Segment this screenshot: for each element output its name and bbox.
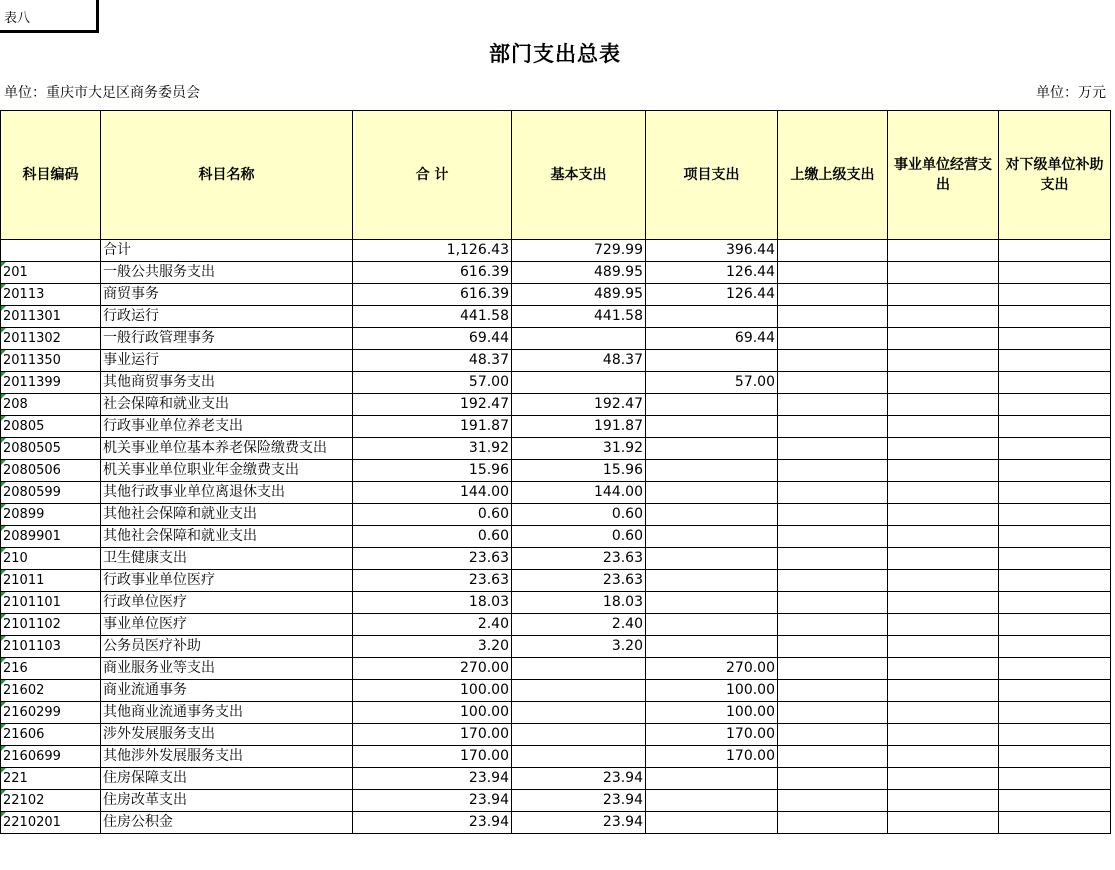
subject-name-cell[interactable]: 行政事业单位养老支出: [101, 416, 353, 438]
amount-cell[interactable]: [778, 702, 888, 724]
amount-cell[interactable]: [646, 592, 778, 614]
amount-cell[interactable]: 31.92: [512, 438, 646, 460]
amount-cell[interactable]: 23.63: [512, 570, 646, 592]
subject-name-cell[interactable]: 一般行政管理事务: [101, 328, 353, 350]
amount-cell[interactable]: 48.37: [353, 350, 512, 372]
amount-cell[interactable]: [888, 636, 999, 658]
text-number-marker-icon: [1, 592, 6, 597]
amount-cell[interactable]: 69.44: [646, 328, 778, 350]
table-row: [1, 372, 1111, 394]
text-number-marker-icon: [1, 702, 6, 707]
amount-cell[interactable]: [999, 240, 1111, 262]
subject-name-cell[interactable]: 一般公共服务支出: [101, 262, 353, 284]
subject-name-cell[interactable]: 卫生健康支出: [101, 548, 353, 570]
amount-cell[interactable]: 170.00: [646, 746, 778, 768]
subject-code-cell[interactable]: 21011: [1, 570, 101, 592]
table-row: [1, 768, 1111, 790]
amount-cell[interactable]: [888, 812, 999, 834]
amount-cell[interactable]: 489.95: [512, 262, 646, 284]
amount-cell[interactable]: 729.99: [512, 240, 646, 262]
amount-cell[interactable]: 15.96: [353, 460, 512, 482]
amount-cell[interactable]: [999, 790, 1111, 812]
amount-cell[interactable]: [999, 812, 1111, 834]
amount-cell[interactable]: [512, 724, 646, 746]
subject-name-cell[interactable]: 商业流通事务: [101, 680, 353, 702]
amount-cell[interactable]: 23.94: [353, 768, 512, 790]
unit-currency: 单位：万元: [1036, 85, 1106, 101]
amount-cell[interactable]: [646, 504, 778, 526]
amount-cell[interactable]: [888, 504, 999, 526]
amount-cell[interactable]: [999, 504, 1111, 526]
amount-cell[interactable]: [778, 812, 888, 834]
subject-code-cell[interactable]: 21602: [1, 680, 101, 702]
text-number-marker-icon: [1, 790, 6, 795]
table-row: [1, 724, 1111, 746]
amount-cell[interactable]: [646, 438, 778, 460]
subject-name-cell[interactable]: 公务员医疗补助: [101, 636, 353, 658]
amount-cell[interactable]: 100.00: [646, 680, 778, 702]
amount-cell[interactable]: [999, 746, 1111, 768]
amount-cell[interactable]: [646, 570, 778, 592]
amount-cell[interactable]: [999, 460, 1111, 482]
amount-cell[interactable]: [512, 680, 646, 702]
table-row: [1, 680, 1111, 702]
amount-cell[interactable]: 100.00: [646, 702, 778, 724]
amount-cell[interactable]: [888, 262, 999, 284]
text-number-marker-icon: [1, 570, 6, 575]
amount-cell[interactable]: [888, 306, 999, 328]
table-row: [1, 306, 1111, 328]
amount-cell[interactable]: 18.03: [353, 592, 512, 614]
amount-cell[interactable]: [888, 790, 999, 812]
amount-cell[interactable]: 2.40: [353, 614, 512, 636]
table-row: [1, 526, 1111, 548]
amount-cell[interactable]: [999, 526, 1111, 548]
subject-name-cell[interactable]: 机关事业单位基本养老保险缴费支出: [101, 438, 353, 460]
amount-cell[interactable]: [778, 306, 888, 328]
amount-cell[interactable]: 170.00: [353, 724, 512, 746]
amount-cell[interactable]: [999, 372, 1111, 394]
subject-code-cell[interactable]: 2101101: [1, 592, 101, 614]
amount-cell[interactable]: [999, 306, 1111, 328]
amount-cell[interactable]: [646, 482, 778, 504]
amount-cell[interactable]: [646, 790, 778, 812]
header-cell[interactable]: 项目支出: [646, 111, 778, 240]
amount-cell[interactable]: [999, 614, 1111, 636]
subject-name-cell[interactable]: 其他涉外发展服务支出: [101, 746, 353, 768]
table-row: [1, 702, 1111, 724]
amount-cell[interactable]: 396.44: [646, 240, 778, 262]
amount-cell[interactable]: [646, 350, 778, 372]
text-number-marker-icon: [1, 416, 6, 421]
amount-cell[interactable]: 144.00: [353, 482, 512, 504]
amount-cell[interactable]: [888, 548, 999, 570]
amount-cell[interactable]: [778, 482, 888, 504]
table-row: [1, 658, 1111, 680]
subject-code-cell[interactable]: 2160299: [1, 702, 101, 724]
amount-cell[interactable]: 100.00: [353, 702, 512, 724]
amount-cell[interactable]: 192.47: [353, 394, 512, 416]
table-row: [1, 812, 1111, 834]
amount-cell[interactable]: [999, 548, 1111, 570]
amount-cell[interactable]: 144.00: [512, 482, 646, 504]
amount-cell[interactable]: [999, 438, 1111, 460]
amount-cell[interactable]: [999, 328, 1111, 350]
header-row: [1, 111, 1111, 240]
amount-cell[interactable]: 1,126.43: [353, 240, 512, 262]
amount-cell[interactable]: [888, 350, 999, 372]
amount-cell[interactable]: [778, 284, 888, 306]
amount-cell[interactable]: [888, 658, 999, 680]
amount-cell[interactable]: [646, 306, 778, 328]
header-cell[interactable]: 科目编码: [1, 111, 101, 240]
subject-name-cell[interactable]: 其他商业流通事务支出: [101, 702, 353, 724]
subject-code-cell[interactable]: 201: [1, 262, 101, 284]
subject-code-cell[interactable]: 2101103: [1, 636, 101, 658]
amount-cell[interactable]: [778, 636, 888, 658]
table-row: [1, 548, 1111, 570]
amount-cell[interactable]: 170.00: [646, 724, 778, 746]
subject-code-cell[interactable]: 2080506: [1, 460, 101, 482]
amount-cell[interactable]: [888, 768, 999, 790]
amount-cell[interactable]: [512, 658, 646, 680]
table-row: [1, 746, 1111, 768]
amount-cell[interactable]: 100.00: [353, 680, 512, 702]
amount-cell[interactable]: [778, 526, 888, 548]
text-number-marker-icon: [1, 394, 6, 399]
amount-cell[interactable]: [888, 570, 999, 592]
text-number-marker-icon: [1, 328, 6, 333]
amount-cell[interactable]: 616.39: [353, 284, 512, 306]
amount-cell[interactable]: [888, 328, 999, 350]
amount-cell[interactable]: 441.58: [512, 306, 646, 328]
amount-cell[interactable]: [999, 636, 1111, 658]
header-cell[interactable]: 上缴上级支出: [778, 111, 888, 240]
amount-cell[interactable]: [646, 636, 778, 658]
amount-cell[interactable]: 23.94: [353, 790, 512, 812]
amount-cell[interactable]: [778, 328, 888, 350]
subject-name-cell[interactable]: 其他社会保障和就业支出: [101, 526, 353, 548]
amount-cell[interactable]: 57.00: [646, 372, 778, 394]
amount-cell[interactable]: 31.92: [353, 438, 512, 460]
text-number-marker-icon: [1, 372, 6, 377]
subject-name-cell[interactable]: 事业运行: [101, 350, 353, 372]
subject-code-cell[interactable]: 2080505: [1, 438, 101, 460]
amount-cell[interactable]: 126.44: [646, 284, 778, 306]
amount-cell[interactable]: [999, 482, 1111, 504]
amount-cell[interactable]: [888, 526, 999, 548]
subject-code-cell[interactable]: 2011350: [1, 350, 101, 372]
subject-code-cell[interactable]: 2089901: [1, 526, 101, 548]
amount-cell[interactable]: 23.63: [353, 548, 512, 570]
amount-cell[interactable]: 48.37: [512, 350, 646, 372]
amount-cell[interactable]: [888, 614, 999, 636]
amount-cell[interactable]: [999, 724, 1111, 746]
subject-code-cell[interactable]: 2101102: [1, 614, 101, 636]
table-row: [1, 394, 1111, 416]
amount-cell[interactable]: [999, 416, 1111, 438]
subject-name-cell[interactable]: 行政运行: [101, 306, 353, 328]
text-number-marker-icon: [1, 746, 6, 751]
amount-cell[interactable]: [888, 240, 999, 262]
amount-cell[interactable]: 441.58: [353, 306, 512, 328]
text-number-marker-icon: [1, 306, 6, 311]
subject-name-cell[interactable]: 住房公积金: [101, 812, 353, 834]
amount-cell[interactable]: [778, 240, 888, 262]
amount-cell[interactable]: [512, 746, 646, 768]
amount-cell[interactable]: 18.03: [512, 592, 646, 614]
amount-cell[interactable]: [999, 658, 1111, 680]
table-row: [1, 328, 1111, 350]
amount-cell[interactable]: 23.94: [512, 812, 646, 834]
amount-cell[interactable]: 616.39: [353, 262, 512, 284]
subject-code-cell[interactable]: 22102: [1, 790, 101, 812]
subject-name-cell[interactable]: 其他行政事业单位离退休支出: [101, 482, 353, 504]
table-row: [1, 570, 1111, 592]
amount-cell[interactable]: [888, 460, 999, 482]
subject-name-cell[interactable]: 其他社会保障和就业支出: [101, 504, 353, 526]
amount-cell[interactable]: [888, 702, 999, 724]
amount-cell[interactable]: 23.94: [512, 768, 646, 790]
amount-cell[interactable]: [888, 680, 999, 702]
table-row: [1, 790, 1111, 812]
unit-organization: 单位：重庆市大足区商务委员会: [4, 85, 200, 101]
subject-name-cell[interactable]: 行政事业单位医疗: [101, 570, 353, 592]
text-number-marker-icon: [1, 680, 6, 685]
subject-code-cell[interactable]: 2011302: [1, 328, 101, 350]
table-row: [1, 350, 1111, 372]
table-row: [1, 482, 1111, 504]
text-number-marker-icon: [1, 284, 6, 289]
amount-cell[interactable]: 3.20: [512, 636, 646, 658]
subject-name-cell[interactable]: 住房保障支出: [101, 768, 353, 790]
amount-cell[interactable]: [778, 768, 888, 790]
subject-code-cell[interactable]: [1, 240, 101, 262]
subject-code-cell[interactable]: 2011301: [1, 306, 101, 328]
subject-code-cell[interactable]: 2011399: [1, 372, 101, 394]
amount-cell[interactable]: [888, 438, 999, 460]
amount-cell[interactable]: 270.00: [353, 658, 512, 680]
subject-code-cell[interactable]: 20805: [1, 416, 101, 438]
amount-cell[interactable]: [888, 394, 999, 416]
amount-cell[interactable]: 23.94: [512, 790, 646, 812]
subject-code-cell[interactable]: 2160699: [1, 746, 101, 768]
text-number-marker-icon: [1, 482, 6, 487]
table-row: [1, 504, 1111, 526]
amount-cell[interactable]: [778, 658, 888, 680]
amount-cell[interactable]: [888, 416, 999, 438]
amount-cell[interactable]: [888, 592, 999, 614]
amount-cell[interactable]: [778, 614, 888, 636]
amount-cell[interactable]: 0.60: [512, 526, 646, 548]
text-number-marker-icon: [1, 438, 6, 443]
amount-cell[interactable]: 489.95: [512, 284, 646, 306]
amount-cell[interactable]: 3.20: [353, 636, 512, 658]
subject-code-cell[interactable]: 2080599: [1, 482, 101, 504]
text-number-marker-icon: [1, 812, 6, 817]
text-number-marker-icon: [1, 658, 6, 663]
subject-name-cell[interactable]: 住房改革支出: [101, 790, 353, 812]
subject-code-cell[interactable]: 2210201: [1, 812, 101, 834]
amount-cell[interactable]: 23.94: [353, 812, 512, 834]
table-row: [1, 262, 1111, 284]
amount-cell[interactable]: [778, 504, 888, 526]
header-cell[interactable]: 科目名称: [101, 111, 353, 240]
amount-cell[interactable]: [778, 262, 888, 284]
header-cell[interactable]: 对下级单位补助支出: [999, 111, 1111, 240]
amount-cell[interactable]: [646, 526, 778, 548]
subject-name-cell[interactable]: 行政单位医疗: [101, 592, 353, 614]
text-number-marker-icon: [1, 636, 6, 641]
subject-code-cell[interactable]: 20899: [1, 504, 101, 526]
amount-cell[interactable]: 0.60: [512, 504, 646, 526]
amount-cell[interactable]: [999, 394, 1111, 416]
amount-cell[interactable]: 170.00: [353, 746, 512, 768]
subject-code-cell[interactable]: 208: [1, 394, 101, 416]
amount-cell[interactable]: [999, 350, 1111, 372]
amount-cell[interactable]: [646, 614, 778, 636]
amount-cell[interactable]: 69.44: [353, 328, 512, 350]
amount-cell[interactable]: [646, 460, 778, 482]
amount-cell[interactable]: [778, 438, 888, 460]
header-cell[interactable]: 基本支出: [512, 111, 646, 240]
amount-cell[interactable]: [778, 592, 888, 614]
amount-cell[interactable]: [512, 372, 646, 394]
amount-cell[interactable]: 0.60: [353, 504, 512, 526]
amount-cell[interactable]: [888, 724, 999, 746]
text-number-marker-icon: [1, 768, 6, 773]
table-row: [1, 592, 1111, 614]
table-row: [1, 636, 1111, 658]
subject-name-cell[interactable]: 涉外发展服务支出: [101, 724, 353, 746]
subject-name-cell[interactable]: 商业服务业等支出: [101, 658, 353, 680]
selected-cell[interactable]: [0, 0, 99, 33]
table-row: [1, 284, 1111, 306]
text-number-marker-icon: [1, 548, 6, 553]
amount-cell[interactable]: 126.44: [646, 262, 778, 284]
amount-cell[interactable]: [646, 548, 778, 570]
amount-cell[interactable]: [778, 372, 888, 394]
amount-cell[interactable]: [778, 790, 888, 812]
amount-cell[interactable]: 23.63: [512, 548, 646, 570]
sheet-tag: 表八: [4, 11, 31, 26]
text-number-marker-icon: [1, 504, 6, 509]
subject-code-cell[interactable]: 216: [1, 658, 101, 680]
table-row: [1, 614, 1111, 636]
subject-code-cell[interactable]: 20113: [1, 284, 101, 306]
amount-cell[interactable]: [888, 746, 999, 768]
subject-code-cell[interactable]: 221: [1, 768, 101, 790]
amount-cell[interactable]: [888, 284, 999, 306]
amount-cell[interactable]: 191.87: [353, 416, 512, 438]
amount-cell[interactable]: 270.00: [646, 658, 778, 680]
table-row: [1, 460, 1111, 482]
amount-cell[interactable]: [999, 570, 1111, 592]
amount-cell[interactable]: [778, 680, 888, 702]
text-number-marker-icon: [1, 350, 6, 355]
amount-cell[interactable]: [999, 680, 1111, 702]
table-row: [1, 438, 1111, 460]
subject-name-cell[interactable]: 其他商贸事务支出: [101, 372, 353, 394]
amount-cell[interactable]: 2.40: [512, 614, 646, 636]
amount-cell[interactable]: [646, 812, 778, 834]
amount-cell[interactable]: 0.60: [353, 526, 512, 548]
text-number-marker-icon: [1, 526, 6, 531]
text-number-marker-icon: [1, 460, 6, 465]
amount-cell[interactable]: [888, 482, 999, 504]
page-title: 部门支出总表: [489, 42, 621, 66]
amount-cell[interactable]: 57.00: [353, 372, 512, 394]
amount-cell[interactable]: [646, 394, 778, 416]
amount-cell[interactable]: [778, 460, 888, 482]
amount-cell[interactable]: [778, 548, 888, 570]
subject-name-cell[interactable]: 事业单位医疗: [101, 614, 353, 636]
text-number-marker-icon: [1, 262, 6, 267]
amount-cell[interactable]: [999, 284, 1111, 306]
header-cell[interactable]: 合 计: [353, 111, 512, 240]
amount-cell[interactable]: [778, 570, 888, 592]
subject-name-cell[interactable]: 机关事业单位职业年金缴费支出: [101, 460, 353, 482]
amount-cell[interactable]: 15.96: [512, 460, 646, 482]
amount-cell[interactable]: [778, 724, 888, 746]
table-row: [1, 240, 1111, 262]
subject-name-cell[interactable]: 商贸事务: [101, 284, 353, 306]
amount-cell[interactable]: [888, 372, 999, 394]
subject-code-cell[interactable]: 21606: [1, 724, 101, 746]
amount-cell[interactable]: [999, 592, 1111, 614]
subject-code-cell[interactable]: 210: [1, 548, 101, 570]
amount-cell[interactable]: 192.47: [512, 394, 646, 416]
amount-cell[interactable]: [778, 746, 888, 768]
amount-cell[interactable]: [999, 702, 1111, 724]
amount-cell[interactable]: [646, 416, 778, 438]
amount-cell[interactable]: [778, 350, 888, 372]
expenditure-table: [0, 110, 1111, 834]
subject-name-cell[interactable]: 社会保障和就业支出: [101, 394, 353, 416]
text-number-marker-icon: [1, 614, 6, 619]
amount-cell[interactable]: [999, 262, 1111, 284]
amount-cell[interactable]: [999, 768, 1111, 790]
amount-cell[interactable]: 191.87: [512, 416, 646, 438]
subject-name-cell[interactable]: 合计: [101, 240, 353, 262]
amount-cell[interactable]: [778, 416, 888, 438]
table-row: [1, 416, 1111, 438]
amount-cell[interactable]: [646, 768, 778, 790]
header-cell[interactable]: 事业单位经营支出: [888, 111, 999, 240]
amount-cell[interactable]: 23.63: [353, 570, 512, 592]
amount-cell[interactable]: [512, 328, 646, 350]
amount-cell[interactable]: [512, 702, 646, 724]
amount-cell[interactable]: [778, 394, 888, 416]
text-number-marker-icon: [1, 724, 6, 729]
